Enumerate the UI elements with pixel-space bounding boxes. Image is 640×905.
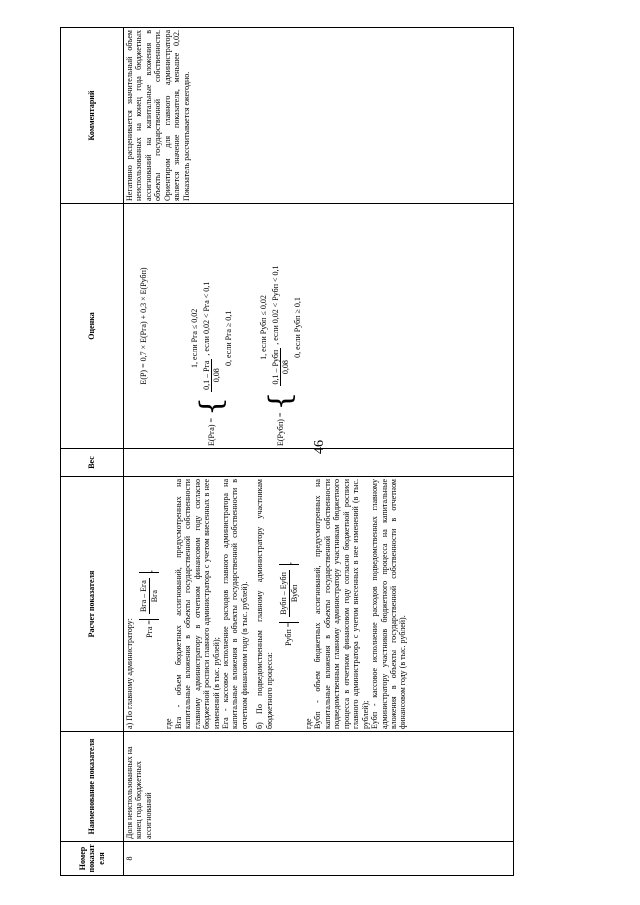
- header-eval: Оценка: [61, 204, 124, 449]
- formula-rubp: Рубп = Вубп – Еубп Вубп ,: [279, 562, 299, 646]
- header-weight: Вес: [61, 449, 124, 477]
- eval-rubp-case2-cond: , если 0,02 < Рубп < 0,1: [270, 265, 280, 345]
- eval-rga-case2-den: 0,08: [212, 368, 222, 383]
- row-num: 8: [124, 842, 514, 876]
- row-calc: [124, 477, 514, 732]
- calc-b-desc2: Еубп - кассовое исполнение расходов подведомственных главному администратору участников бюджетного процесса на капитальные вложения в объекты государственной собственности в отчетном финансовом году (в тыс. рублей).: [370, 479, 408, 729]
- eval-rga-case1: 1, если Рга ≤ 0,02: [190, 308, 200, 368]
- formula-rubp-lhs: Рубп =: [284, 622, 294, 646]
- eval-rga-lhs: Е(Рга) =: [207, 417, 217, 446]
- formula-rga: Рга = Вга – Ега Вга ,: [139, 570, 159, 638]
- calc-a-intro: а) По главному администратору:: [125, 618, 134, 729]
- header-comment: Комментарий: [61, 28, 124, 204]
- header-row: [61, 28, 124, 876]
- formula-rga-lhs: Рга =: [144, 620, 154, 638]
- eval-rubp-case2-den: 0,08: [281, 360, 291, 375]
- brace-icon: {: [262, 391, 298, 411]
- row-comment: Негативно расценивается значительный объем неиспользованных на конец года бюджетных ассигнований на капитальные вложения в объекты государственной собственности. Ориентиром для главного администратора является значение показателя, меньшее 0,02. Показатель рассчитывается ежегодно.: [124, 28, 514, 204]
- formula-rubp-den: Вубп: [289, 584, 299, 603]
- eval-rga-case2-num: 0,1 – Рга: [201, 360, 211, 390]
- calc-b-intro: б) По подведомственным главному администратору участникам бюджетного процесса:: [255, 479, 274, 729]
- row-weight: [124, 449, 514, 477]
- table-row: [124, 28, 514, 876]
- row-eval: [124, 204, 514, 449]
- calc-a-desc1: Вга - объем бюджетных ассигнований, предусмотренных на капитальные вложения в объекты государственной собственности главному администратору в отчетном финансовом году согласно бюджетной росписи главного администратора с учетом внесенных в нее изменений (в тыс. рублей);: [173, 479, 221, 729]
- header-calc: Расчет показателя: [61, 477, 124, 732]
- row-name: Доля неиспользованных на конец года бюджетных ассигнований: [124, 732, 514, 842]
- eval-rga-case2: [202, 282, 222, 395]
- eval-rga: [188, 206, 235, 446]
- page-number: 46: [312, 440, 327, 454]
- formula-rga-num: Вга – Ега: [139, 580, 149, 613]
- formula-rubp-num: Вубп – Еубп: [279, 572, 289, 615]
- eval-rubp-case3: 0, если Рубп ≥ 0,1: [292, 297, 302, 358]
- calc-a-desc2: Ега - кассовое исполнение расходов главного администратора на капитальные вложения в объекты государственной собственности в отчетном финансовом году (в тыс. рублей).: [220, 479, 249, 729]
- eval-rubp-case2-num: 0,1 – Рубп: [270, 349, 280, 385]
- brace-icon: {: [193, 396, 229, 416]
- eval-rga-case3: 0, если Рга ≥ 0,1: [223, 310, 233, 366]
- header-num: Номер показателя: [61, 842, 124, 876]
- eval-rubp-case2: [271, 265, 291, 389]
- indicator-table: [60, 27, 514, 876]
- header-name: Наименование показателя: [61, 732, 124, 842]
- formula-rubp-abs: [279, 564, 299, 623]
- eval-rubp-lhs: Е(Рубп) =: [275, 412, 285, 446]
- eval-rubp-case1: 1, если Рубп ≤ 0,02: [259, 295, 269, 360]
- calc-where-b: где: [304, 718, 313, 729]
- eval-main: Е(Р) = 0,7 × Е(Рга) + 0,3 × Е(Рубп): [139, 267, 148, 385]
- eval-rga-case2-cond: , если 0,02 < Рга < 0,1: [201, 281, 211, 356]
- rotated-page: [60, 28, 514, 876]
- calc-where-a: где: [164, 718, 174, 729]
- calc-b-desc1: Вубп - объем бюджетных ассигнований, предусмотренных на капитальные вложения в объекты государственной собственности подведомственным главному администратору участникам бюджетного процесса в отчетном финансовом году согласно бюджетной росписи главного администратора с учетом внесенных в нее изменений (в тыс. рублей);: [313, 479, 370, 729]
- formula-rga-abs: [139, 572, 159, 620]
- formula-rga-den: Вга: [149, 590, 159, 603]
- eval-rubp: [257, 206, 304, 446]
